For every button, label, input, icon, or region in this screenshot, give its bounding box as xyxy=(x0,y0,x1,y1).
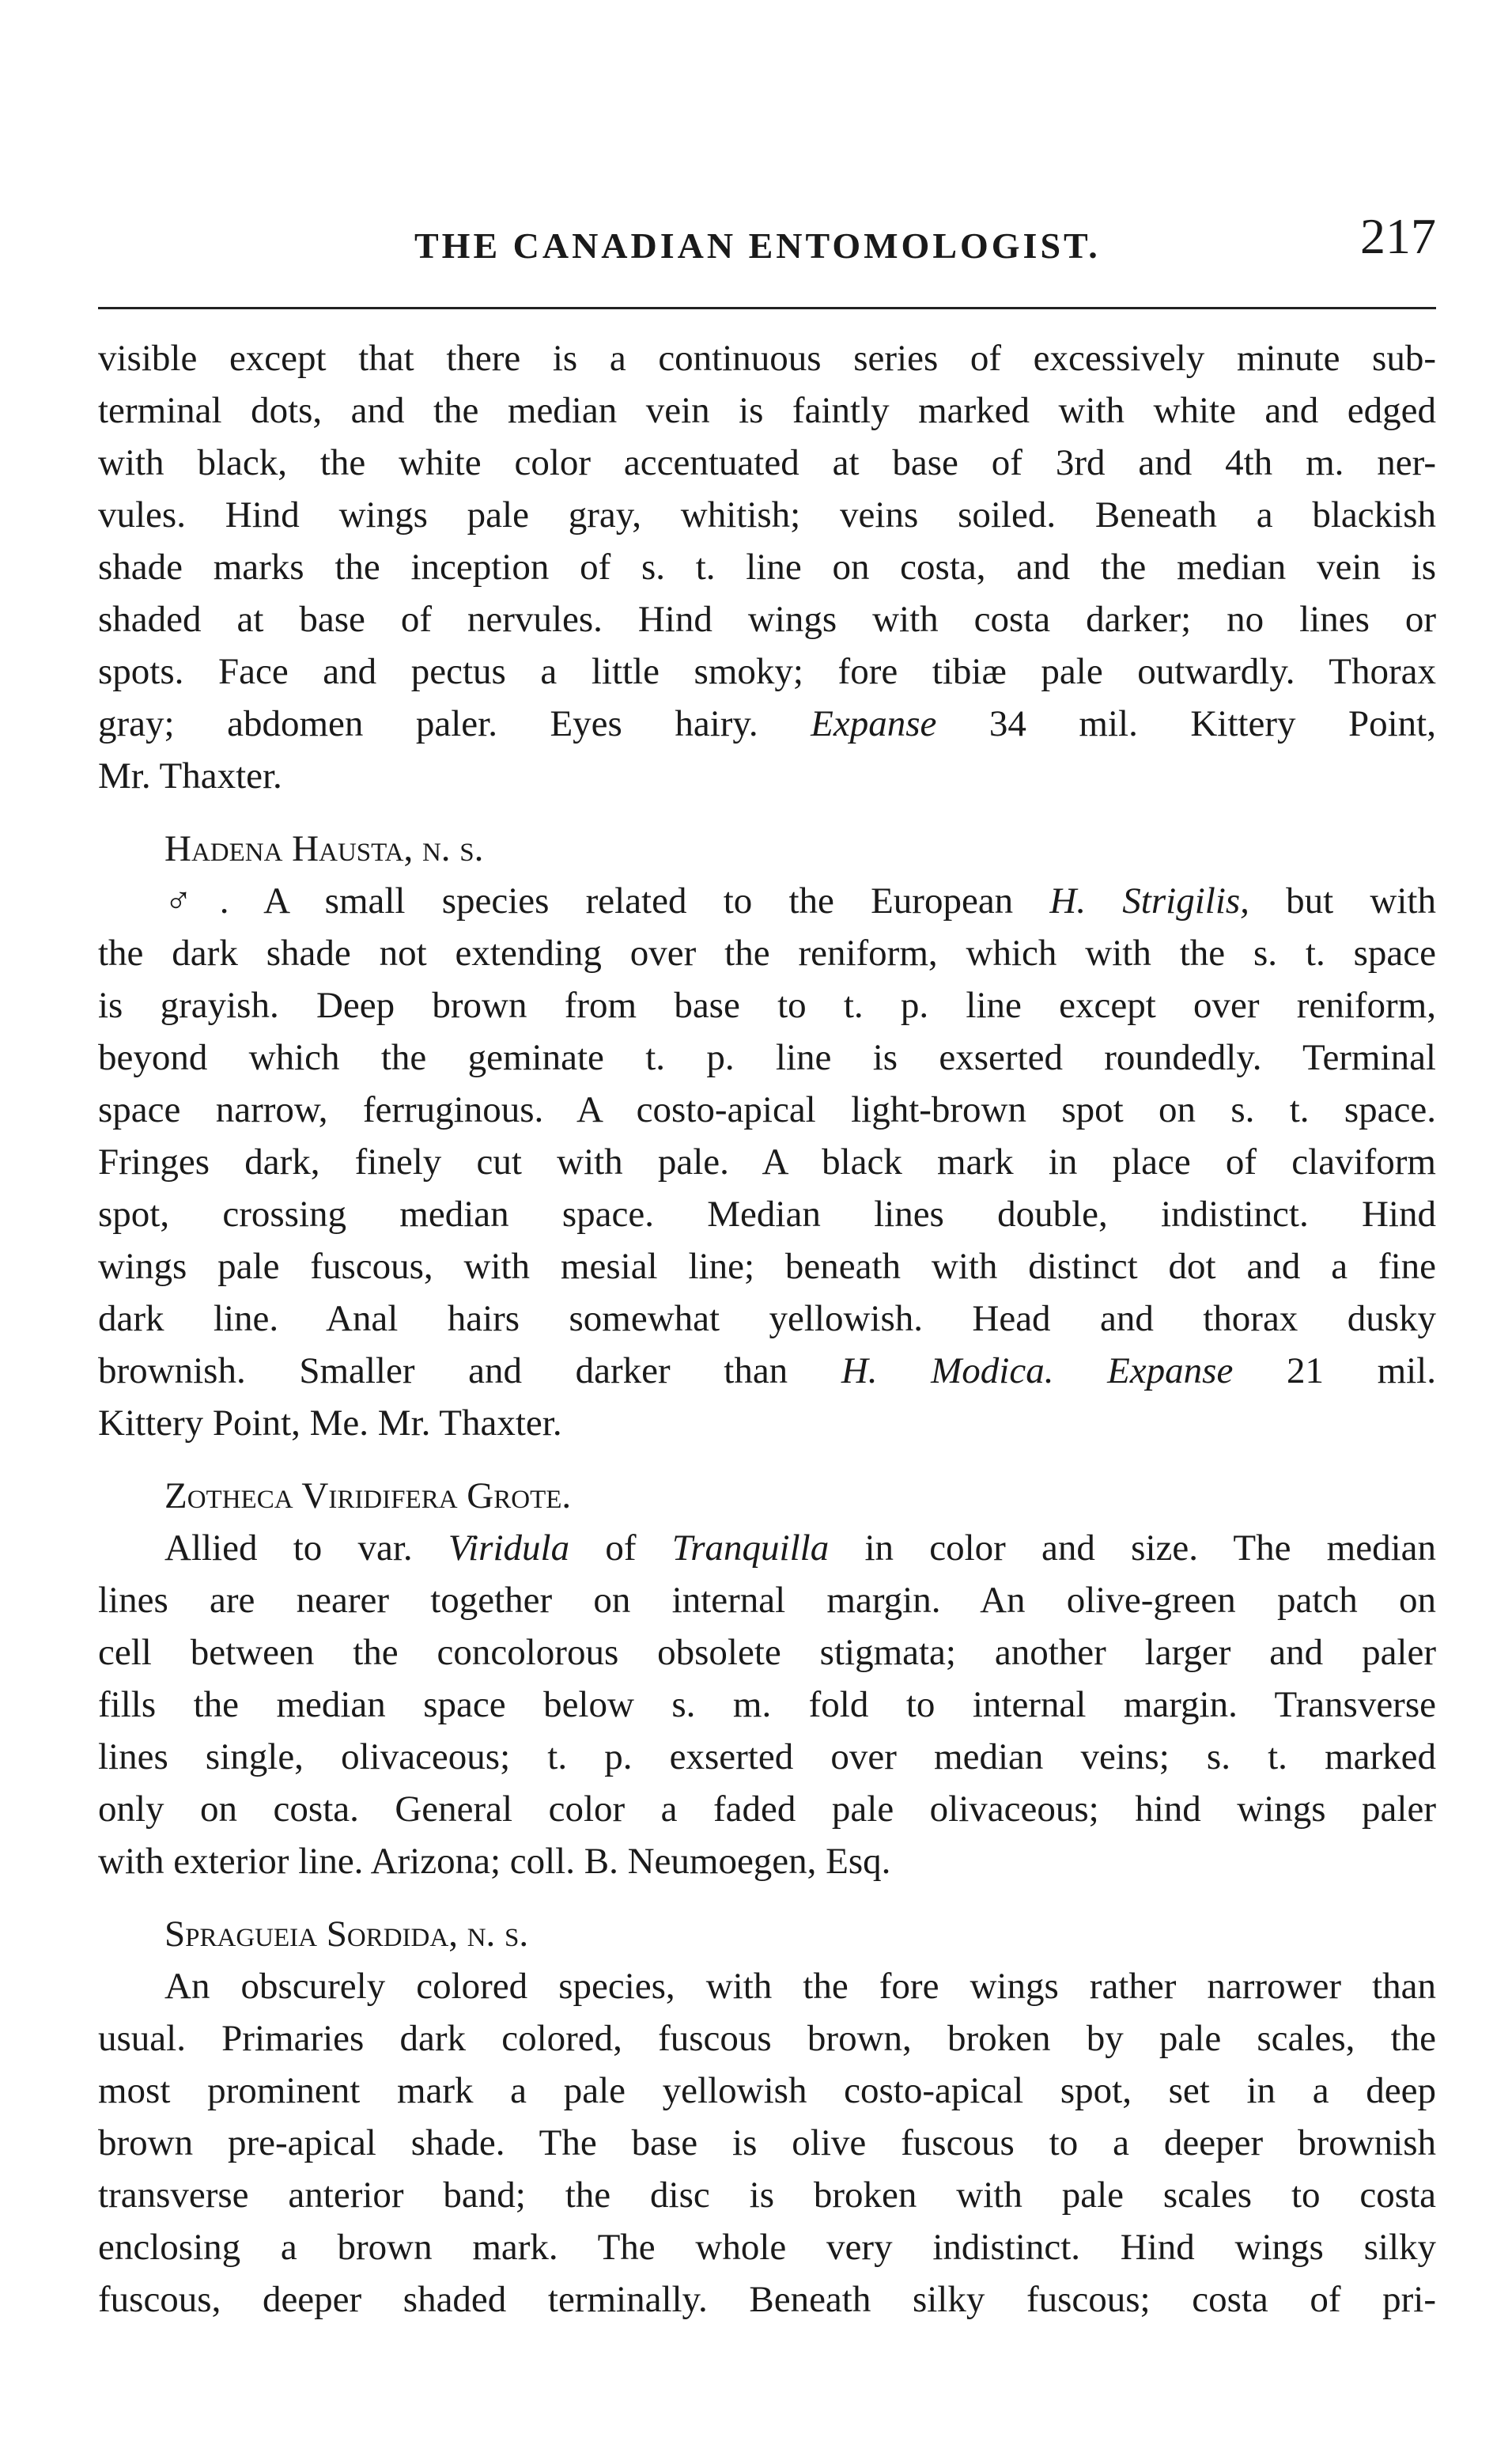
text-line: brown pre-apical shade. The base is olive fuscous to a deeper brownish xyxy=(98,2122,1436,2163)
text-line: dark line. Anal hairs somewhat yellowish. Head and thorax dusky xyxy=(98,1298,1436,1339)
species-name: H. Strigilis, xyxy=(1049,880,1249,922)
text-line: lines are nearer together on internal margin. An olive-green patch on xyxy=(98,1580,1436,1621)
text-line: Mr. Thaxter. xyxy=(98,755,282,797)
species-name: H. Modica. xyxy=(841,1350,1054,1391)
text-line: visible except that there is a continuous series of excessively minute sub- xyxy=(98,338,1436,379)
text-line: beyond which the geminate t. p. line is exserted roundedly. Terminal xyxy=(98,1037,1436,1078)
text-line: space narrow, ferruginous. A costo-apical light-brown spot on s. t. space. xyxy=(98,1089,1436,1130)
text-line: usual. Primaries dark colored, fuscous brown, broken by pale scales, the xyxy=(98,2018,1436,2059)
text-line: vules. Hind wings pale gray, whitish; veins soiled. Beneath a blackish xyxy=(98,494,1436,536)
text-line xyxy=(98,698,1436,750)
text-line: terminal dots, and the median vein is faintly marked with white and edged xyxy=(98,390,1436,431)
body-text xyxy=(98,332,1436,2326)
text-fragment: in color and size. The median xyxy=(864,1527,1436,1569)
variety-name: Viridula xyxy=(448,1527,570,1569)
page-header xyxy=(98,207,1436,271)
text-line: lines single, olivaceous; t. p. exserted over median veins; s. t. marked xyxy=(98,1736,1436,1777)
text-line: spots. Face and pectus a little smoky; fore tibiæ pale outwardly. Thorax xyxy=(98,651,1436,692)
intro-paragraph xyxy=(98,332,1436,802)
text-line: Fringes dark, finely cut with pale. A black mark in place of claviform xyxy=(98,1141,1436,1183)
text-fragment: brownish. Smaller and darker than xyxy=(98,1350,788,1391)
header-rule xyxy=(98,307,1436,309)
text-line: with exterior line. Arizona; coll. B. Neumoegen, Esq. xyxy=(98,1841,891,1882)
text-line xyxy=(98,1345,1436,1397)
text-line: fills the median space below s. m. fold to internal margin. Transverse xyxy=(98,1684,1436,1725)
text-line: Kittery Point, Me. Mr. Thaxter. xyxy=(98,1402,562,1444)
expanse-label: Expanse xyxy=(811,703,937,744)
text-line: transverse anterior band; the disc is broken with pale scales to costa xyxy=(98,2175,1436,2216)
text-line xyxy=(98,1522,1436,1574)
species-heading: Spragueia Sordida, n. s. xyxy=(164,1913,529,1955)
text-line: most prominent mark a pale yellowish costo-apical spot, set in a deep xyxy=(98,2070,1436,2111)
zotheca-entry xyxy=(98,1470,1436,1887)
expanse-value: 34 mil. xyxy=(988,703,1138,744)
text-line: is grayish. Deep brown from base to t. p. line except over reniform, xyxy=(98,985,1436,1026)
expanse-label: Expanse xyxy=(1107,1350,1234,1391)
text-line: shade marks the inception of s. t. line on costa, and the median vein is xyxy=(98,547,1436,588)
species-heading: Zotheca Viridifera Grote. xyxy=(164,1475,572,1516)
text-line xyxy=(98,875,1436,927)
text-fragment: but with xyxy=(1286,880,1436,922)
page-number: 217 xyxy=(1360,208,1436,264)
text-fragment: of xyxy=(605,1527,637,1569)
spragueia-entry xyxy=(98,1908,1436,2326)
text-line: with black, the white color accentuated at base of 3rd and 4th m. ner- xyxy=(98,442,1436,483)
species-heading: Hadena Hausta, n. s. xyxy=(164,828,484,869)
text-line: fuscous, deeper shaded terminally. Beneath silky fuscous; costa of pri- xyxy=(98,2279,1436,2320)
text-line: spot, crossing median space. Median lines double, indistinct. Hind xyxy=(98,1194,1436,1235)
locality: Kittery Point, xyxy=(1190,703,1436,744)
text-line: only on costa. General color a faded pale olivaceous; hind wings paler xyxy=(98,1788,1436,1830)
expanse-value: 21 mil. xyxy=(1286,1350,1436,1391)
text-fragment: Allied to var. xyxy=(164,1527,413,1569)
male-sign: ♂. xyxy=(164,880,229,922)
species-name: Tranquilla xyxy=(671,1527,830,1569)
text-line: enclosing a brown mark. The whole very indistinct. Hind wings silky xyxy=(98,2227,1436,2268)
text-fragment: A small species related to the European xyxy=(263,880,1014,922)
hadena-entry xyxy=(98,823,1436,1449)
running-title: THE CANADIAN ENTOMOLOGIST. xyxy=(414,225,1101,266)
text-line: the dark shade not extending over the reniform, which with the s. t. space xyxy=(98,933,1436,974)
text-line: wings pale fuscous, with mesial line; beneath with distinct dot and a fine xyxy=(98,1246,1436,1287)
text-line: An obscurely colored species, with the fore wings rather narrower than xyxy=(164,1966,1436,2007)
text-line: shaded at base of nervules. Hind wings with costa darker; no lines or xyxy=(98,599,1436,640)
text-line: cell between the concolorous obsolete stigmata; another larger and paler xyxy=(98,1632,1436,1673)
text-fragment: gray; abdomen paler. Eyes hairy. xyxy=(98,703,758,744)
